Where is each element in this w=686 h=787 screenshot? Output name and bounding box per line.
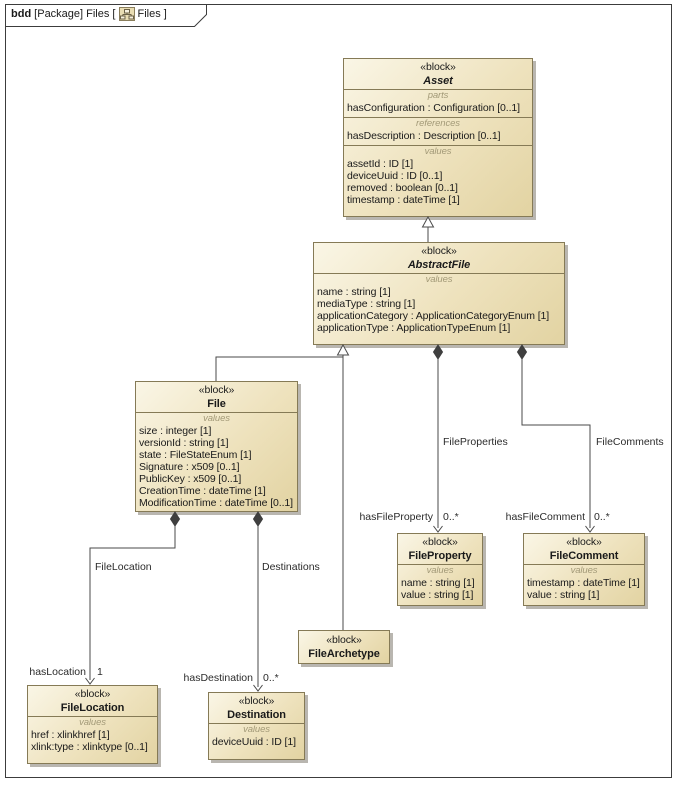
block-filecomment[interactable] xyxy=(523,533,645,606)
compartment-values xyxy=(314,273,564,337)
block-stereotype: «block» xyxy=(566,536,602,548)
block-stereotype: «block» xyxy=(420,61,456,73)
edge-multiplicity-filecomment[interactable]: 0..* xyxy=(594,511,610,523)
block-filearchetype-header xyxy=(299,632,389,662)
edge-role-label-filecomments[interactable]: FileComments xyxy=(596,436,664,448)
block-filelocation[interactable] xyxy=(27,685,158,764)
diagram-kind-label: bdd xyxy=(11,8,32,20)
compartment-label: values xyxy=(243,724,270,735)
block-name: Destination xyxy=(227,709,286,721)
edge-multiplicity-filelocation[interactable]: 1 xyxy=(97,666,103,678)
attribute-row[interactable]: applicationType : ApplicationTypeEnum [1] xyxy=(317,322,511,334)
block-filelocation-header xyxy=(28,686,157,716)
attribute-row[interactable]: removed : boolean [0..1] xyxy=(347,182,458,194)
edge-multiplicity-fileproperty[interactable]: 0..* xyxy=(443,511,459,523)
compartment-values xyxy=(28,716,157,756)
block-stereotype: «block» xyxy=(421,245,457,257)
compartment-parts xyxy=(344,89,532,117)
block-destination-header xyxy=(209,693,304,723)
block-name: FileArchetype xyxy=(308,648,380,660)
attribute-row[interactable]: timestamp : dateTime [1] xyxy=(347,194,460,206)
attribute-row[interactable]: ModificationTime : dateTime [0..1] xyxy=(139,497,293,509)
compartment-label: values xyxy=(570,565,598,576)
block-stereotype: «block» xyxy=(422,536,458,548)
block-stereotype: «block» xyxy=(74,688,111,700)
diagram-close-bracket: ] xyxy=(163,8,167,20)
block-name: File xyxy=(207,398,226,410)
attribute-row[interactable]: size : integer [1] xyxy=(139,425,212,437)
block-abstractfile-header xyxy=(314,243,564,273)
attribute-row[interactable]: Signature : x509 [0..1] xyxy=(139,461,240,473)
block-file-header xyxy=(136,382,297,412)
compartment-label: values xyxy=(203,413,230,424)
attribute-row[interactable]: name : string [1] xyxy=(317,286,391,298)
diagram-context-label: [Package] Files [ xyxy=(34,8,116,20)
block-stereotype: «block» xyxy=(238,695,275,707)
attribute-row[interactable]: mediaType : string [1] xyxy=(317,298,416,310)
attribute-row[interactable]: assetId : ID [1] xyxy=(347,158,414,170)
edge-end-label-hasfilecomment[interactable]: hasFileComment xyxy=(505,511,585,523)
attribute-row[interactable]: timestamp : dateTime [1] xyxy=(527,577,640,589)
block-stereotype: «block» xyxy=(198,384,235,396)
compartment-label: values xyxy=(426,565,454,576)
block-name: FileLocation xyxy=(60,702,125,714)
block-fileproperty[interactable] xyxy=(397,533,483,606)
block-fileproperty-header xyxy=(398,534,482,564)
edge-role-label-fileproperties[interactable]: FileProperties xyxy=(443,436,508,448)
diagram-name-label: Files xyxy=(137,8,161,20)
block-destination[interactable] xyxy=(208,692,305,760)
compartment-label: references xyxy=(416,118,460,129)
compartment-label: values xyxy=(79,717,106,728)
attribute-row[interactable]: deviceUuid : ID [1] xyxy=(212,736,296,748)
attribute-row[interactable]: PublicKey : x509 [0..1] xyxy=(139,473,242,485)
block-asset-header xyxy=(344,59,532,89)
edge-role-label-filelocation[interactable]: FileLocation xyxy=(95,561,152,573)
block-name: FileProperty xyxy=(408,550,472,562)
diagram-frame-tab-content xyxy=(11,7,167,21)
hierarchy-diagram-icon xyxy=(119,7,135,21)
edge-multiplicity-destination[interactable]: 0..* xyxy=(263,672,279,684)
attribute-row[interactable]: value : string [1] xyxy=(527,589,600,601)
block-abstractfile[interactable] xyxy=(313,242,565,345)
attribute-row[interactable]: hasDescription : Description [0..1] xyxy=(347,130,501,142)
compartment-values xyxy=(136,412,297,512)
attribute-row[interactable]: deviceUuid : ID [0..1] xyxy=(347,170,443,182)
block-stereotype: «block» xyxy=(326,634,362,646)
compartment-references xyxy=(344,117,532,145)
attribute-row[interactable]: href : xlinkhref [1] xyxy=(31,729,110,741)
attribute-row[interactable]: value : string [1] xyxy=(401,589,474,601)
compartment-values xyxy=(398,564,482,604)
block-asset[interactable] xyxy=(343,58,533,217)
attribute-row[interactable]: hasConfiguration : Configuration [0..1] xyxy=(347,102,520,114)
block-file[interactable] xyxy=(135,381,298,512)
compartment-label: values xyxy=(425,274,453,285)
block-name: FileComment xyxy=(549,550,619,562)
block-name: AbstractFile xyxy=(407,259,471,271)
attribute-row[interactable]: name : string [1] xyxy=(401,577,475,589)
compartment-values xyxy=(344,145,532,209)
attribute-row[interactable]: CreationTime : dateTime [1] xyxy=(139,485,266,497)
attribute-row[interactable]: xlink:type : xlinktype [0..1] xyxy=(31,741,148,753)
compartment-label: parts xyxy=(427,90,449,101)
attribute-row[interactable]: applicationCategory : ApplicationCategoryEnum [1] xyxy=(317,310,550,322)
block-filearchetype[interactable] xyxy=(298,630,390,664)
edge-role-label-destinations[interactable]: Destinations xyxy=(262,561,320,573)
attribute-row[interactable]: state : FileStateEnum [1] xyxy=(139,449,252,461)
edge-end-label-hasfileproperty[interactable]: hasFileProperty xyxy=(359,511,433,523)
compartment-values xyxy=(209,723,304,751)
compartment-label: values xyxy=(424,146,452,157)
edge-end-label-hasdestination[interactable]: hasDestination xyxy=(183,672,253,684)
block-filecomment-header xyxy=(524,534,644,564)
edge-end-label-haslocation[interactable]: hasLocation xyxy=(29,666,86,678)
compartment-values xyxy=(524,564,644,604)
attribute-row[interactable]: versionId : string [1] xyxy=(139,437,229,449)
block-name: Asset xyxy=(423,75,453,87)
